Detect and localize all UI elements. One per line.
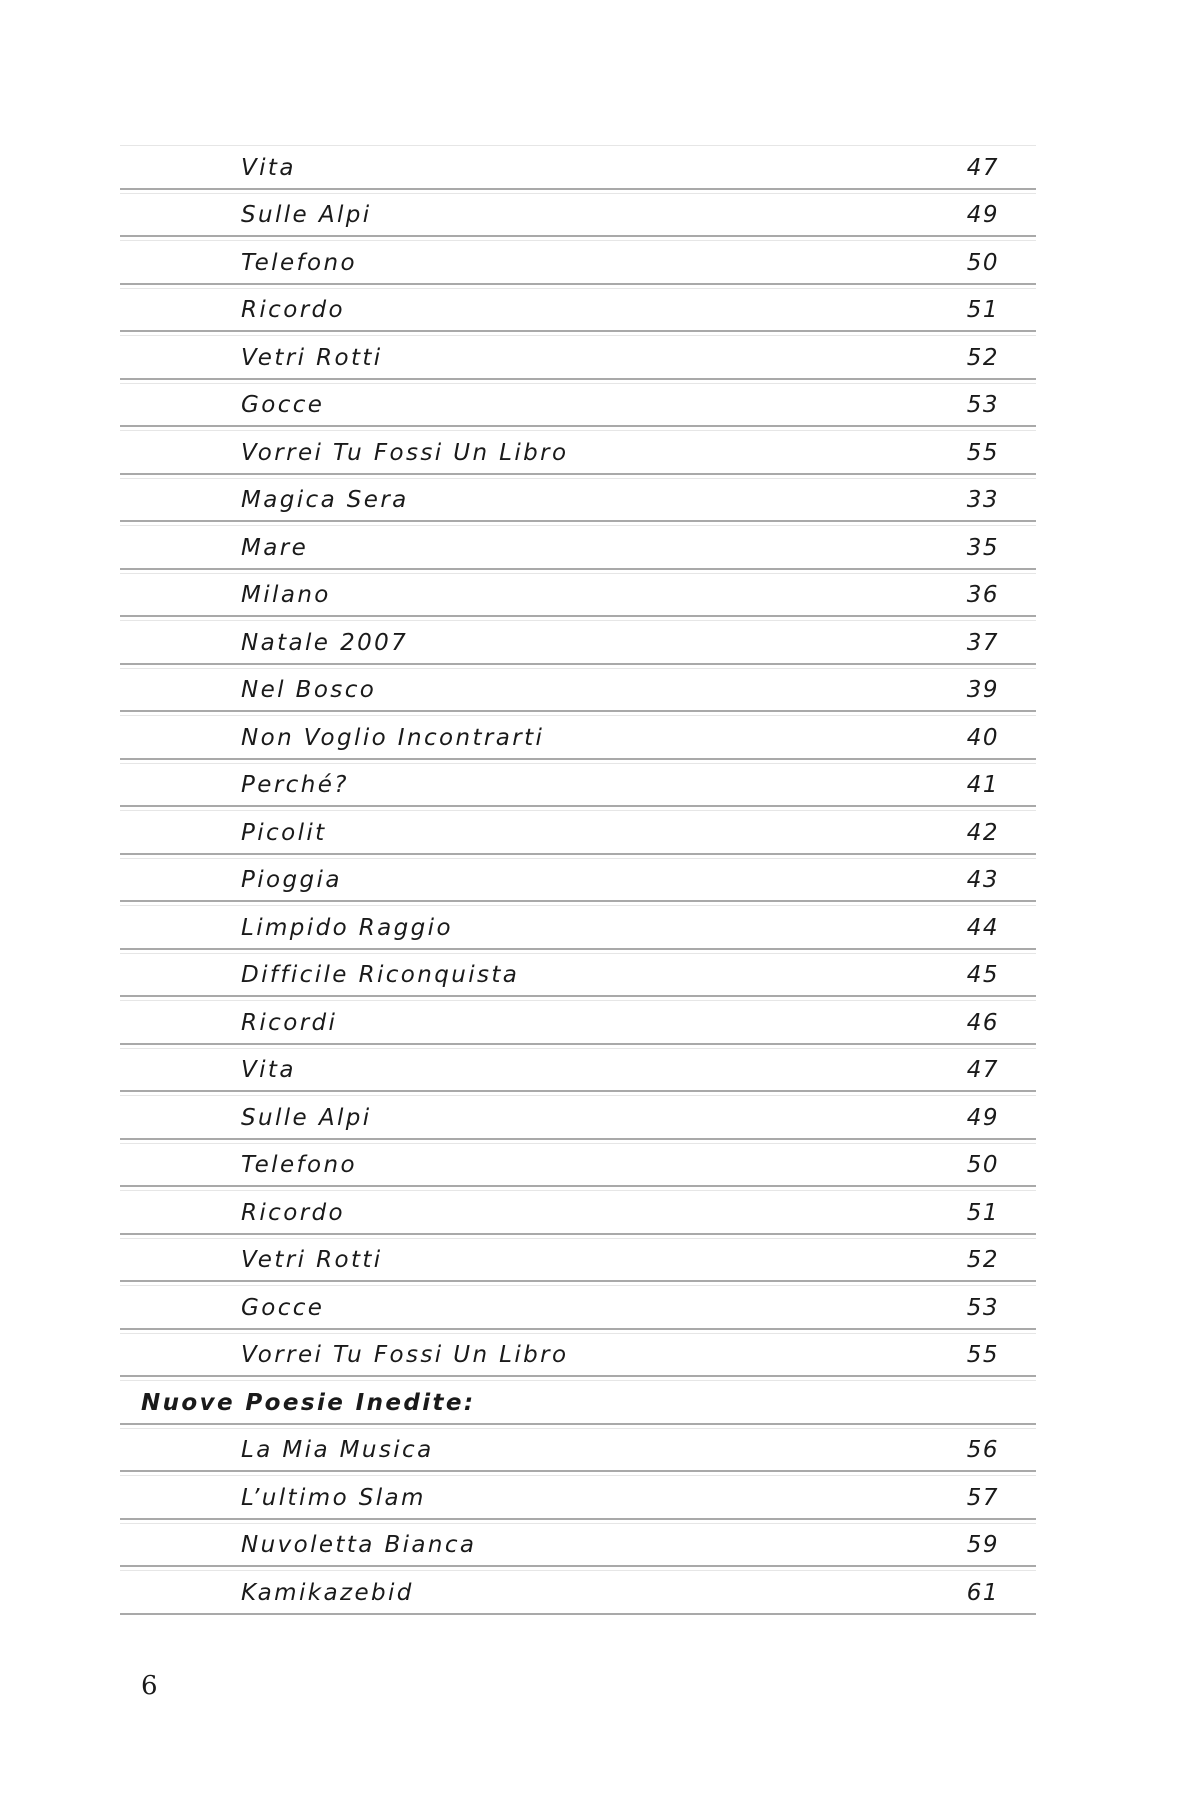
toc-entry	[120, 1282, 1036, 1330]
entry-page-number: 49	[966, 202, 999, 228]
toc-entry	[120, 237, 1036, 285]
toc-entry	[120, 190, 1036, 238]
toc-entry	[120, 1140, 1036, 1188]
toc-entry	[120, 332, 1036, 380]
entry-page-number: 56	[966, 1437, 999, 1463]
entry-page-number: 50	[966, 249, 999, 276]
entry-page-number: 61	[966, 1579, 999, 1606]
toc-entry	[120, 1567, 1036, 1615]
entry-title: Vetri Rotti	[241, 344, 383, 371]
entry-page-number: 47	[966, 1057, 999, 1083]
toc-entry	[120, 855, 1036, 903]
entry-page-number: 46	[966, 1009, 999, 1036]
entry-title: La Mia Musica	[241, 1437, 434, 1463]
entry-title: Ricordo	[241, 1199, 346, 1226]
entry-title: Nuvoletta Bianca	[241, 1532, 477, 1558]
entry-title: Vetri Rotti	[241, 1247, 383, 1273]
toc-entry	[120, 285, 1036, 333]
toc-entry	[120, 427, 1036, 475]
section-title: Nuove Poesie Inedite:	[141, 1389, 476, 1416]
toc-entry	[120, 380, 1036, 428]
toc-entry	[120, 475, 1036, 523]
entry-title: Natale 2007	[241, 629, 409, 656]
entry-title: Picolit	[241, 819, 327, 846]
entry-page-number: 51	[966, 1199, 999, 1226]
entry-title: Non Voglio Incontrarti	[241, 724, 545, 751]
toc-entry	[120, 902, 1036, 950]
toc-entry	[120, 950, 1036, 998]
toc-entry	[120, 997, 1036, 1045]
toc-entry	[120, 1520, 1036, 1568]
entry-page-number: 37	[966, 629, 999, 656]
toc-entry	[120, 142, 1036, 190]
entry-title: Sulle Alpi	[241, 1104, 372, 1131]
toc-entry	[120, 1330, 1036, 1378]
toc-section-heading	[120, 1377, 1036, 1425]
toc-entry	[120, 617, 1036, 665]
entry-page-number: 53	[966, 1294, 999, 1321]
entry-title: Ricordi	[241, 1009, 338, 1036]
entry-title: Kamikazebid	[241, 1579, 414, 1606]
toc-entry	[120, 1045, 1036, 1093]
entry-page-number: 57	[966, 1484, 999, 1511]
entry-title: Mare	[241, 534, 309, 561]
entry-page-number: 45	[966, 962, 999, 988]
entry-title: Gocce	[241, 392, 325, 418]
entry-page-number: 52	[966, 1247, 999, 1273]
entry-title: Telefono	[241, 249, 357, 276]
entry-title: L’ultimo Slam	[241, 1484, 426, 1511]
toc-entry	[120, 1092, 1036, 1140]
entry-title: Milano	[241, 582, 331, 608]
entry-page-number: 33	[966, 487, 999, 513]
toc-entry	[120, 1425, 1036, 1473]
entry-page-number: 59	[966, 1532, 999, 1558]
toc-entry	[120, 522, 1036, 570]
entry-page-number: 47	[966, 154, 999, 181]
entry-page-number: 41	[966, 772, 999, 798]
entry-page-number: 44	[966, 914, 999, 941]
entry-page-number: 35	[966, 534, 999, 561]
entry-title: Pioggia	[241, 867, 342, 893]
entry-page-number: 51	[966, 297, 999, 323]
entry-title: Limpido Raggio	[241, 914, 453, 941]
entry-page-number: 36	[966, 582, 999, 608]
entry-title: Difficile Riconquista	[241, 962, 520, 988]
toc-entry	[120, 712, 1036, 760]
entry-title: Vita	[241, 154, 296, 181]
table-of-contents	[120, 142, 1036, 1615]
entry-title: Telefono	[241, 1152, 357, 1178]
entry-title: Magica Sera	[241, 487, 409, 513]
entry-title: Vorrei Tu Fossi Un Libro	[241, 1342, 569, 1368]
entry-page-number: 43	[966, 867, 999, 893]
entry-title: Vorrei Tu Fossi Un Libro	[241, 439, 569, 466]
entry-title: Sulle Alpi	[241, 202, 372, 228]
entry-page-number: 49	[966, 1104, 999, 1131]
entry-title: Nel Bosco	[241, 677, 377, 703]
entry-title: Vita	[241, 1057, 296, 1083]
entry-page-number: 50	[966, 1152, 999, 1178]
toc-entry	[120, 1187, 1036, 1235]
entry-title: Gocce	[241, 1294, 325, 1321]
toc-entry	[120, 665, 1036, 713]
page-number: 6	[141, 1671, 158, 1701]
entry-page-number: 40	[966, 724, 999, 751]
toc-entry	[120, 1472, 1036, 1520]
entry-page-number: 53	[966, 392, 999, 418]
toc-entry	[120, 760, 1036, 808]
entry-page-number: 42	[966, 819, 999, 846]
entry-title: Ricordo	[241, 297, 346, 323]
entry-page-number: 55	[966, 1342, 999, 1368]
toc-entry	[120, 570, 1036, 618]
entry-page-number: 52	[966, 344, 999, 371]
entry-page-number: 55	[966, 439, 999, 466]
toc-entry	[120, 1235, 1036, 1283]
entry-title: Perché?	[241, 772, 349, 798]
entry-page-number: 39	[966, 677, 999, 703]
toc-entry	[120, 807, 1036, 855]
